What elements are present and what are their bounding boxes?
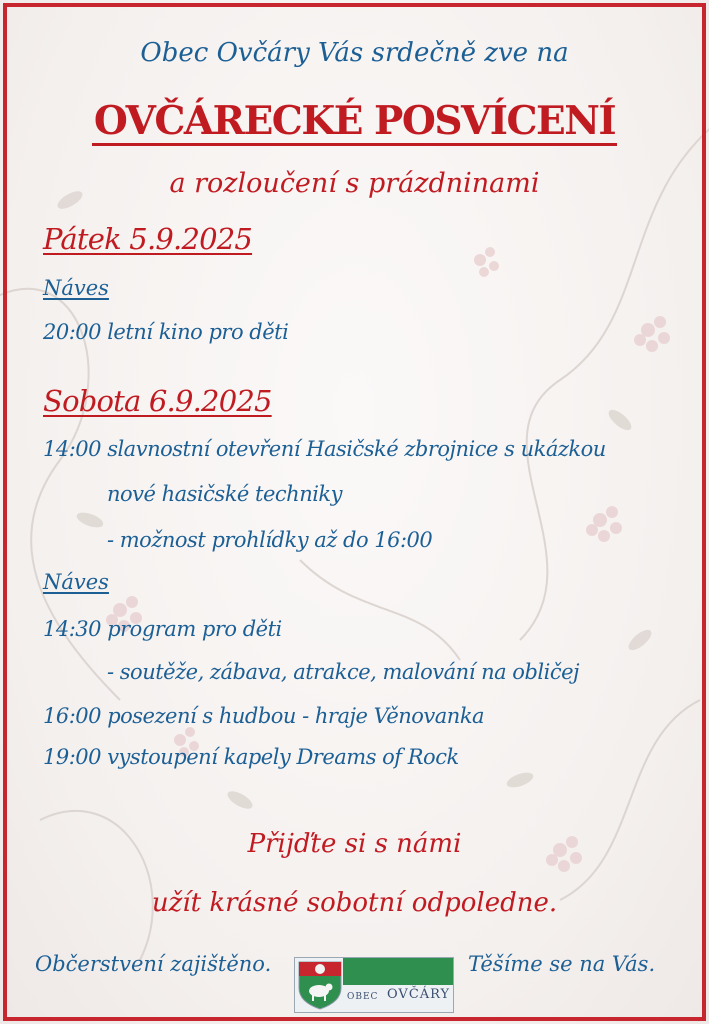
friday-place: Náves xyxy=(43,276,109,300)
saturday-item-2: 14:30 program pro děti xyxy=(43,617,282,641)
coat-of-arms-icon xyxy=(297,960,343,1010)
friday-heading: Pátek 5.9.2025 xyxy=(43,222,253,256)
saturday-item-1-continued: nové hasičské techniky xyxy=(107,482,343,506)
logo-name: OVČÁRY xyxy=(387,987,451,1002)
municipality-logo xyxy=(294,957,454,1013)
closing-line-2: užít krásné sobotní odpoledne. xyxy=(151,888,558,918)
saturday-place: Náves xyxy=(43,570,109,594)
saturday-item-1-note: - možnost prohlídky až do 16:00 xyxy=(107,528,433,552)
invitation-intro: Obec Ovčáry Vás srdečně zve na xyxy=(140,38,569,68)
saturday-heading: Sobota 6.9.2025 xyxy=(43,384,272,418)
saturday-item-4: 19:00 vystoupení kapely Dreams of Rock xyxy=(43,745,459,769)
event-subtitle: a rozloučení s prázdninami xyxy=(169,168,540,199)
saturday-item-3: 16:00 posezení s hudbou - hraje Věnovanka xyxy=(43,704,485,728)
saturday-item-2-note: - soutěže, zábava, atrakce, malování na obličej xyxy=(107,660,580,684)
refreshments-note: Občerstvení zajištěno. xyxy=(35,952,272,976)
friday-item: 20:00 letní kino pro děti xyxy=(43,320,289,344)
saturday-item-1: 14:00 slavnostní otevření Hasičské zbrojnice s ukázkou xyxy=(43,437,606,461)
closing-line-1: Přijďte si s námi xyxy=(247,829,462,859)
event-title-text: OVČÁRECKÉ POSVÍCENÍ xyxy=(93,98,616,144)
event-title xyxy=(0,98,709,146)
logo-green-band xyxy=(343,958,453,985)
greeting-note: Těšíme se na Vás. xyxy=(468,952,656,976)
logo-prefix: OBEC xyxy=(347,992,379,1002)
